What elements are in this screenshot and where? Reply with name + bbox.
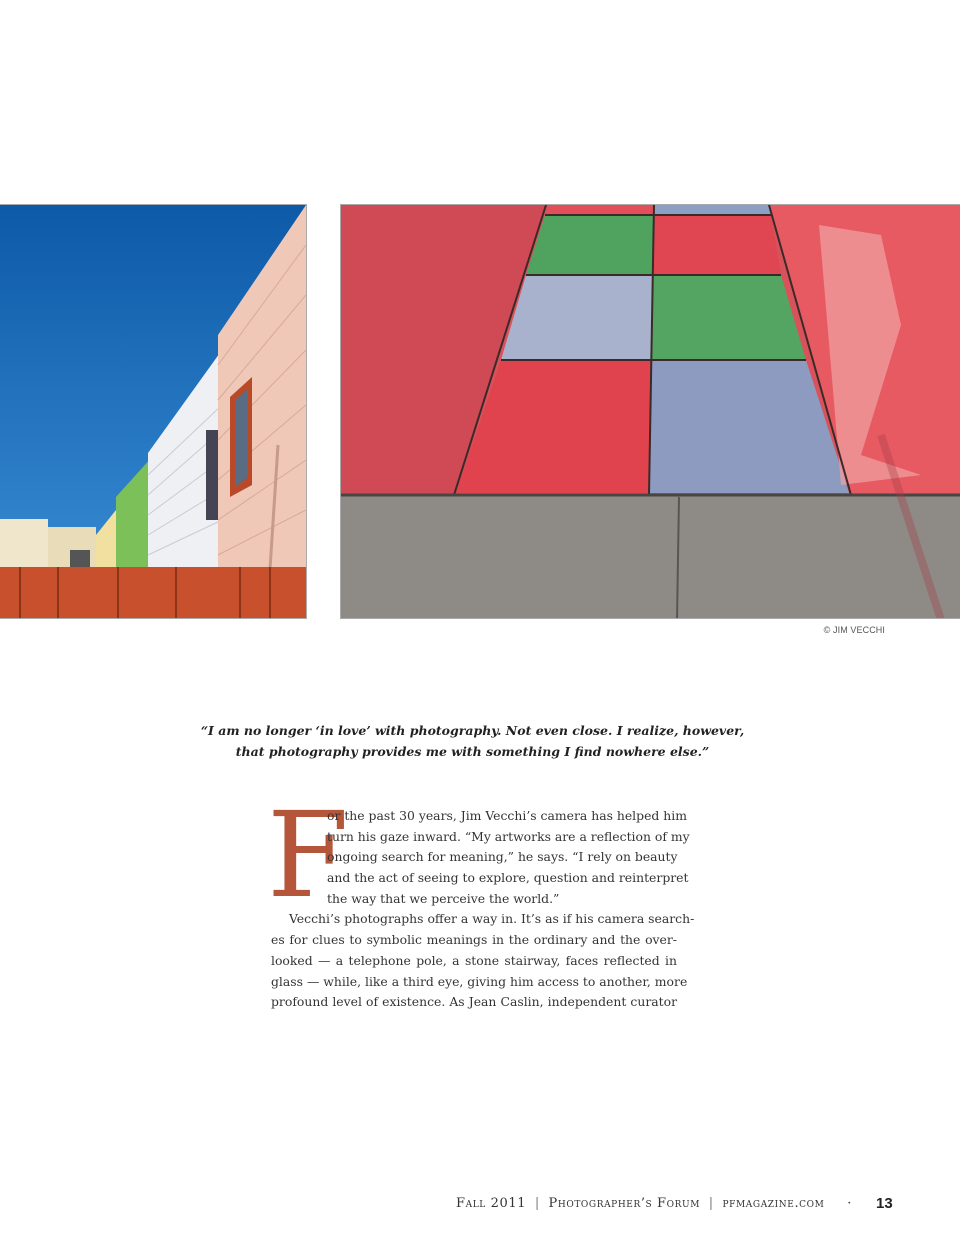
footer-website: pfmagazine.com: [722, 1196, 825, 1211]
pull-quote-line-1: “I am no longer ‘in love’ with photography. Not even close. I realize, however,: [200, 723, 745, 738]
body-line: or the past 30 years, Jim Vecchi’s camera has helped him: [327, 808, 687, 823]
footer-season: Fall 2011: [456, 1196, 527, 1211]
footer-bullet: ·: [847, 1196, 852, 1211]
body-line: es for clues to symbolic meanings in the ordinary and the over-: [271, 932, 677, 948]
footer-divider: |: [708, 1196, 714, 1211]
sidewalk-illustration: [341, 205, 960, 619]
drop-cap: F: [267, 786, 349, 924]
body-line: Vecchi’s photographs offer a way in. It’s as if his camera search-: [289, 911, 695, 927]
page-number: 13: [876, 1195, 893, 1212]
article-body: [271, 806, 695, 1013]
body-line: turn his gaze inward. “My artworks are a reflection of my: [327, 828, 690, 844]
pull-quote: [200, 720, 745, 762]
body-line: ongoing search for meaning,” he says. “I rely on beauty: [327, 849, 678, 865]
body-line: and the act of seeing to explore, question and reinterpret: [327, 870, 689, 886]
photo-credit: © JIM VECCHI: [823, 625, 885, 635]
pull-quote-line-2: that photography provides me with something I find nowhere else.”: [235, 744, 710, 759]
houses-illustration: [0, 205, 307, 619]
body-line: glass — while, like a third eye, giving him access to another, more: [271, 973, 688, 989]
photo-painted-sidewalk: [340, 204, 960, 619]
body-line: the way that we perceive the world.”: [327, 890, 560, 906]
photo-houses: [0, 204, 307, 619]
footer-magazine: Photographer’s Forum: [548, 1196, 701, 1211]
footer-divider: |: [534, 1196, 540, 1211]
body-line: looked — a telephone pole, a stone stairway, faces reflected in: [271, 952, 677, 968]
body-line: profound level of existence. As Jean Caslin, independent curator: [271, 994, 677, 1010]
page-footer: [456, 1196, 864, 1211]
